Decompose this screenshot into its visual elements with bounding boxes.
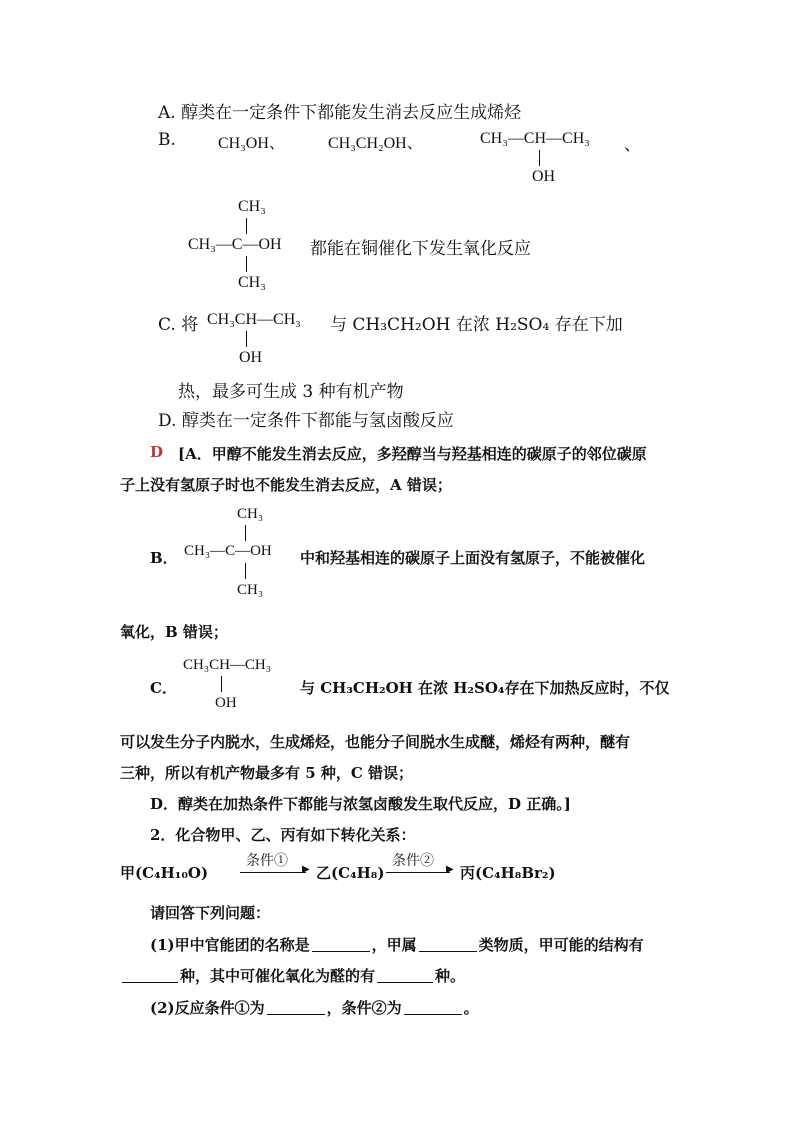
q1-text-c: 类物质，甲可能的结构有 <box>478 936 644 954</box>
explanation-c-line3: 三种，所以有机产物最多有 5 种，C 错误； <box>120 764 414 782</box>
explanation-b-line2: 氧化，B 错误； <box>120 623 228 641</box>
ethanol-formula: CH₃CH₂OH、 <box>328 135 423 152</box>
reaction-arrow-2 <box>386 872 450 873</box>
bond-line <box>246 256 247 272</box>
compound-bing: 丙(C₄H₈Br₂) <box>460 864 556 882</box>
answer-blank[interactable] <box>122 968 178 983</box>
tert-butanol-ch3-top: CH₃ <box>238 198 266 215</box>
answer-blank[interactable] <box>419 937 477 952</box>
option-d: D. 醇类在一定条件下都能与氢卤酸反应 <box>158 411 454 431</box>
explanation-d: D．醇类在加热条件下都能与浓氢卤酸发生取代反应，D 正确。] <box>150 795 571 813</box>
bond-line <box>245 525 246 541</box>
tert-butanol-ch3-bottom: CH₃ <box>237 582 264 598</box>
explanation-a-line2: 子上没有氢原子时也不能发生消去反应，A 错误； <box>120 476 452 494</box>
option-c-continued: 热，最多可生成 3 种有机产物 <box>178 382 404 402</box>
bond-line <box>246 218 247 234</box>
q1-text-b: ，甲属 <box>371 936 417 954</box>
compound-jia: 甲(C₄H₁₀O) <box>120 864 209 882</box>
condition-1-label: 条件① <box>246 853 288 869</box>
answer-blank[interactable] <box>404 1000 462 1015</box>
answer-prompt: 请回答下列问题： <box>150 904 271 922</box>
q2-text-b: ，条件②为 <box>326 999 402 1017</box>
isopropanol-main-chain: CH₃—CH—CH₃ <box>480 130 590 147</box>
bond-line <box>539 150 540 166</box>
arrowhead-icon: ▶ <box>446 864 454 875</box>
bond-line <box>221 676 222 692</box>
methanol-formula: CH₃OH、 <box>218 135 285 152</box>
explanation-a-line1: [A．甲醇不能发生消去反应，多羟醇当与羟基相连的碳原子的邻位碳原 <box>178 445 647 463</box>
q1-text-a: (1)甲中官能团的名称是 <box>150 936 310 954</box>
option-a: A. 醇类在一定条件下都能发生消去反应生成烯烃 <box>158 103 522 123</box>
tert-butanol-ch3-bottom: CH₃ <box>238 274 266 291</box>
option-b-tail: 都能在铜催化下发生氧化反应 <box>310 239 531 259</box>
option-b-letter: B. <box>158 130 176 150</box>
bond-line <box>245 563 246 579</box>
reaction-arrow-1 <box>240 872 306 873</box>
q1-text-d: 种，其中可催化氧化为醛的有 <box>180 967 376 985</box>
sub-question-1-line2 <box>120 965 465 986</box>
separator: 、 <box>624 135 641 155</box>
q2-text-a: (2)反应条件①为 <box>150 999 265 1017</box>
option-c-mid: 与 CH₃CH₂OH 在浓 H₂SO₄ 存在下加 <box>330 315 623 335</box>
option-c-lead: C. 将 <box>158 315 199 335</box>
isopropanol-main-chain: CH₃CH—CH₃ <box>183 657 271 673</box>
explanation-b-label: B． <box>150 549 178 567</box>
q2-text-c: 。 <box>463 999 479 1017</box>
arrowhead-icon: ▶ <box>302 864 310 875</box>
isopropanol-oh: OH <box>215 695 237 711</box>
compound-yi: 乙(C₄H₈) <box>316 864 385 882</box>
isopropanol-oh: OH <box>532 168 556 185</box>
isopropanol-main-chain: CH₃CH—CH₃ <box>207 311 301 328</box>
bond-line <box>246 331 247 347</box>
condition-2-label: 条件② <box>392 853 434 869</box>
explanation-c-line2: 可以发生分子内脱水，生成烯烃，也能分子间脱水生成醚，烯烃有两种，醚有 <box>120 733 631 751</box>
tert-butanol-main: CH₃—C—OH <box>184 543 272 559</box>
question-2-stem: 2．化合物甲、乙、丙有如下转化关系： <box>150 826 416 844</box>
isopropanol-oh: OH <box>239 349 263 366</box>
answer-blank[interactable] <box>377 968 433 983</box>
tert-butanol-main: CH₃—C—OH <box>188 236 282 253</box>
sub-question-2 <box>150 997 479 1018</box>
answer-letter: D <box>150 443 164 461</box>
tert-butanol-ch3-top: CH₃ <box>237 506 264 522</box>
sub-question-1-line1 <box>150 934 644 955</box>
explanation-c-label: C． <box>150 679 177 697</box>
explanation-b-text: 中和羟基相连的碳原子上面没有氢原子，不能被催化 <box>300 549 646 567</box>
q1-text-e: 种。 <box>435 967 466 985</box>
explanation-c-text: 与 CH₃CH₂OH 在浓 H₂SO₄存在下加热反应时，不仅 <box>300 679 670 697</box>
answer-blank[interactable] <box>267 1000 325 1015</box>
answer-blank[interactable] <box>312 937 370 952</box>
